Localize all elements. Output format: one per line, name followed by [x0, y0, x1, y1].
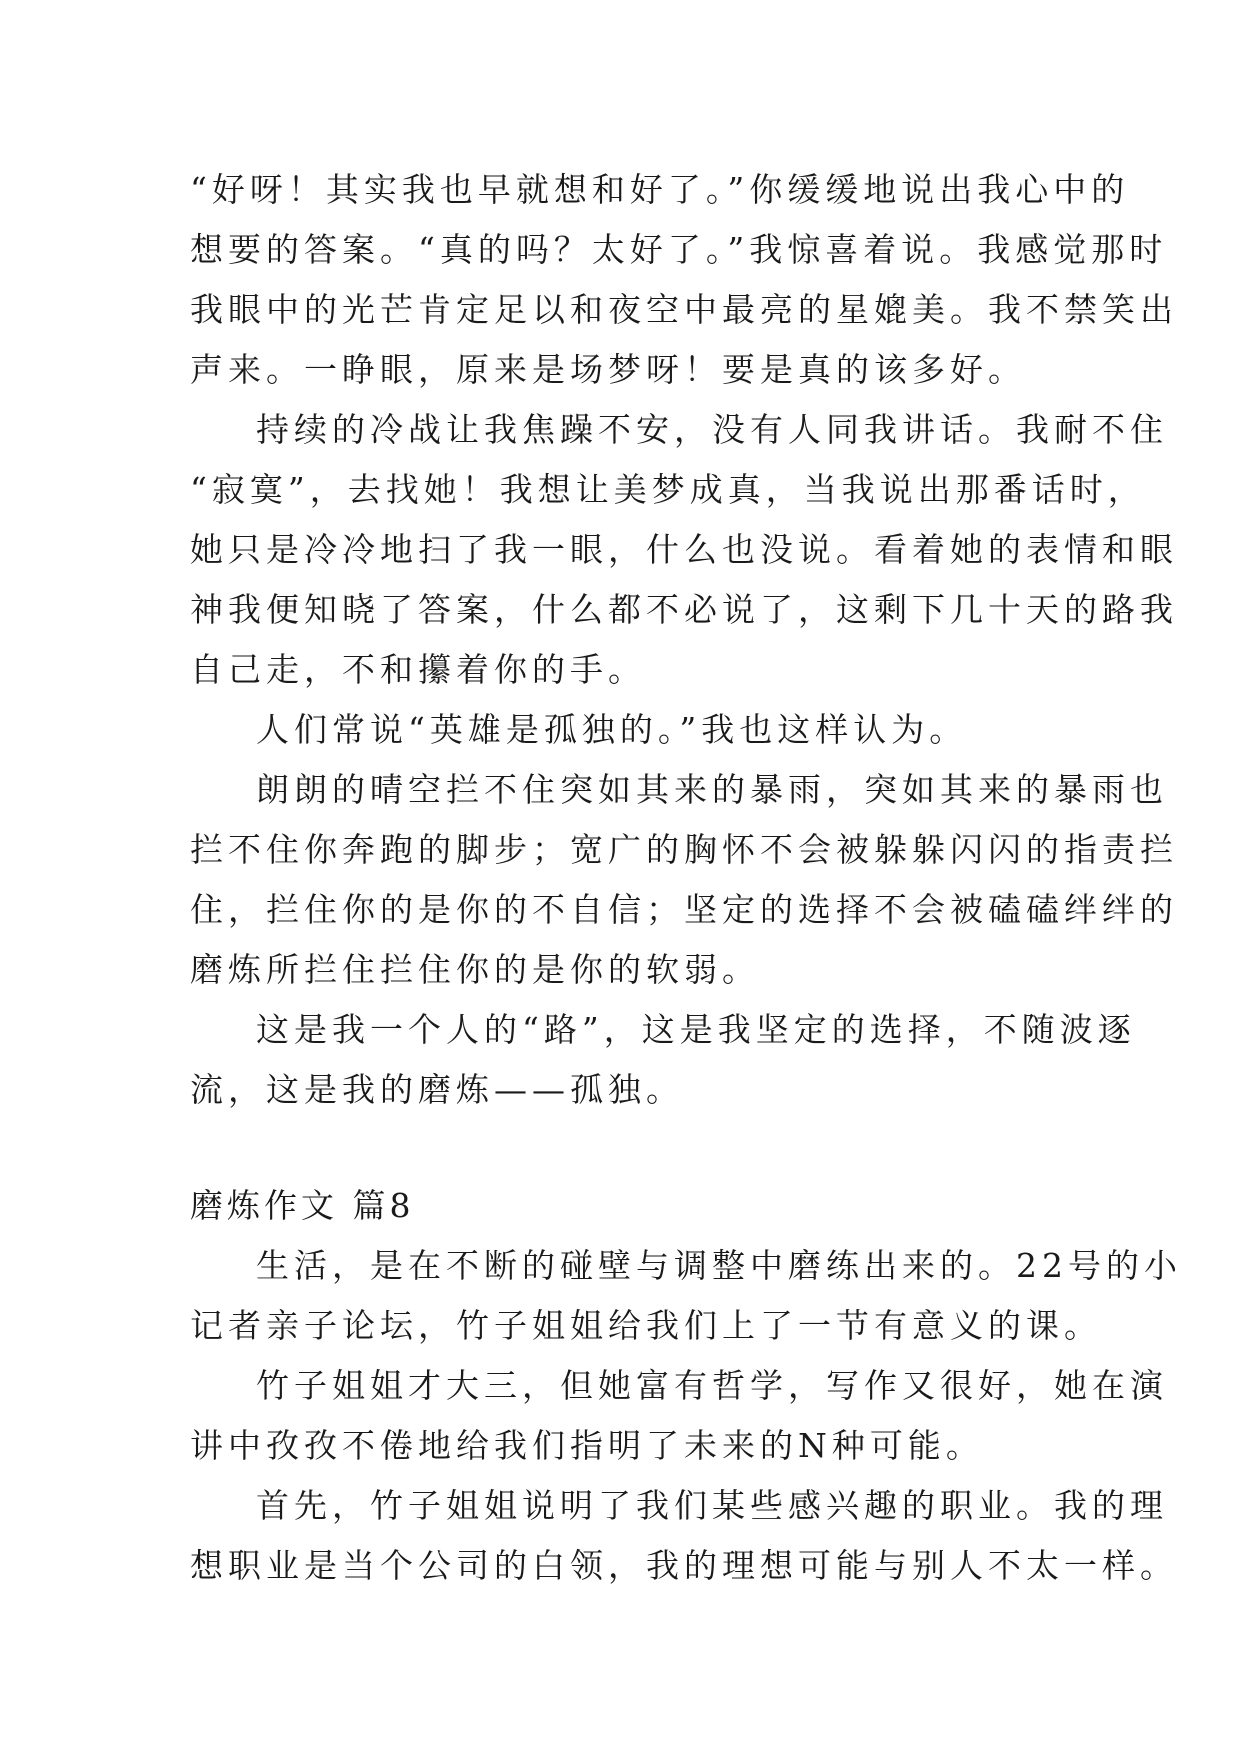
text-line: 磨炼所拦住拦住你的是你的软弱。 — [190, 950, 760, 989]
paragraph-5 — [190, 1000, 1136, 1120]
paragraph-3 — [190, 700, 1070, 760]
paragraph-6 — [190, 1236, 1182, 1356]
text-line: 流，这是我的磨炼——孤独。 — [190, 1070, 684, 1109]
paragraph-4 — [190, 760, 1178, 1000]
text-line: 首先，竹子姐姐说明了我们某些感兴趣的职业。我的理 — [256, 1486, 1168, 1525]
text-line: 神我便知晓了答案，什么都不必说了，这剩下几十天的路我 — [190, 590, 1178, 629]
paragraph-2 — [190, 400, 1178, 700]
text-line: 人们常说“英雄是孤独的。”我也这样认为。 — [256, 710, 968, 749]
text-line: 想要的答案。“真的吗？太好了。”我惊喜着说。我感觉那时 — [190, 230, 1168, 269]
text-line: 持续的冷战让我焦躁不安，没有人同我讲话。我耐不住 — [256, 410, 1168, 449]
text-line: 她只是冷冷地扫了我一眼，什么也没说。看着她的表情和眼 — [190, 530, 1178, 569]
text-line: “寂寞”，去找她！我想让美梦成真，当我说出那番话时， — [190, 470, 1146, 509]
text-line: 声来。一睁眼，原来是场梦呀！要是真的该多好。 — [190, 350, 1026, 389]
paragraph-8 — [190, 1476, 1178, 1596]
text-line: 拦不住你奔跑的脚步；宽广的胸怀不会被躲躲闪闪的指责拦 — [190, 830, 1178, 869]
text-line: 记者亲子论坛，竹子姐姐给我们上了一节有意义的课。 — [190, 1306, 1102, 1345]
paragraph-1 — [190, 160, 1178, 400]
document-body — [190, 160, 1182, 1596]
paragraph-7 — [190, 1356, 1168, 1476]
text-line: 自己走，不和攥着你的手。 — [190, 650, 646, 689]
text-line: 这是我一个人的“路”，这是我坚定的选择，不随波逐 — [256, 1010, 1136, 1049]
text-line: 竹子姐姐才大三，但她富有哲学，写作又很好，她在演 — [256, 1366, 1168, 1405]
text-line: 想职业是当个公司的白领，我的理想可能与别人不太一样。 — [190, 1546, 1178, 1585]
text-line: “好呀！其实我也早就想和好了。”你缓缓地说出我心中的 — [190, 170, 1130, 209]
text-line: 讲中孜孜不倦地给我们指明了未来的N种可能。 — [190, 1426, 984, 1465]
text-line: 朗朗的晴空拦不住突如其来的暴雨，突如其来的暴雨也 — [256, 770, 1168, 809]
text-line: 住，拦住你的是你的不自信；坚定的选择不会被磕磕绊绊的 — [190, 890, 1178, 929]
text-line: 生活，是在不断的碰壁与调整中磨练出来的。22号的小 — [256, 1246, 1182, 1285]
text-line: 我眼中的光芒肯定足以和夜空中最亮的星媲美。我不禁笑出 — [190, 290, 1178, 329]
section-heading: 磨炼作文 篇8 — [190, 1186, 415, 1225]
